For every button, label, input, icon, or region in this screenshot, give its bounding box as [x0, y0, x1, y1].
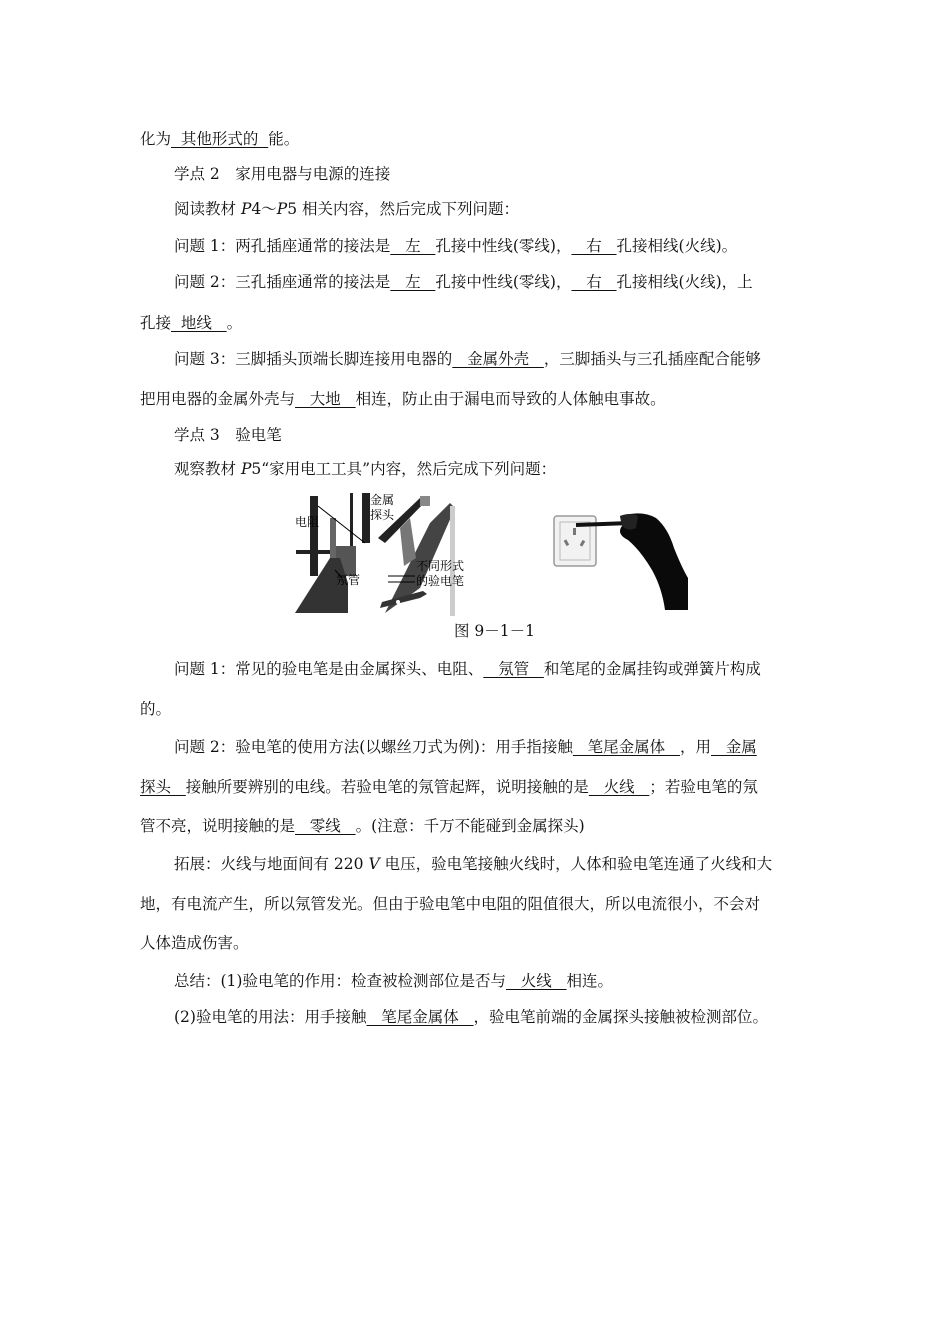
answer-blank: 金属外壳	[452, 350, 544, 368]
label-types-line1: 不同形式	[416, 559, 465, 573]
answer-blank: 左	[390, 273, 436, 291]
text-line: 管不亮，说明接触的是 零线 。(注意：千万不能碰到金属探头)	[140, 817, 585, 835]
label-probe-line1: 金属	[370, 493, 395, 507]
question-line: 问题 2：三孔插座通常的接法是 左 孔接中性线(零线)， 右 孔接相线(火线)，上	[174, 273, 753, 291]
question-line: 问题 2：验电笔的使用方法(以螺丝刀式为例)：用手指接触 笔尾金属体 ，用 金属	[174, 738, 757, 756]
label-probe-line2: 探头	[370, 508, 395, 522]
text-line: 把用电器的金属外壳与 大地 相连，防止由于漏电而导致的人体触电事故。	[140, 390, 666, 408]
summary-line: (2)验电笔的用法：用手接触 笔尾金属体 ，验电笔前端的金属探头接触被检测部位。	[174, 1008, 769, 1026]
answer-blank: 右	[571, 237, 617, 255]
text-line: 观察教材 P5“家用电工工具”内容，然后完成下列问题：	[174, 460, 557, 478]
label-resistor: 电阻	[295, 515, 320, 529]
extension-line: 拓展：火线与地面间有 220 V 电压，验电笔接触火线时，人体和验电笔连通了火线和大	[174, 855, 773, 873]
answer-blank: 氖管	[483, 660, 544, 678]
question-line: 问题 1：常见的验电笔是由金属探头、电阻、 氖管 和笔尾的金属挂钩或弹簧片构成	[174, 660, 761, 678]
answer-blank: 火线	[588, 778, 650, 796]
question-line: 问题 3：三脚插头顶端长脚连接用电器的 金属外壳 ，三脚插头与三孔插座配合能够	[174, 350, 761, 368]
section-heading: 学点 2 家用电器与电源的连接	[174, 165, 391, 183]
answer-blank: 右	[571, 273, 617, 291]
answer-blank: 笔尾金属体	[366, 1008, 474, 1026]
answer-blank: 左	[390, 237, 436, 255]
socket-photo	[554, 513, 688, 610]
figure-test-pencil	[290, 488, 700, 618]
answer-blank: 其他形式的	[171, 130, 269, 148]
answer-blank: 地线	[171, 314, 227, 332]
text-line: 阅读教材 P4～P5 相关内容，然后完成下列问题：	[174, 200, 519, 218]
label-neon-tube: 氖管	[336, 573, 361, 587]
text-line: 探头 接触所要辨别的电线。若验电笔的氖管起辉，说明接触的是 火线 ；若验电笔的氖	[140, 778, 758, 796]
text-line: 人体造成伤害。	[140, 934, 249, 952]
text-line: 化为 其他形式的 能。	[140, 130, 300, 148]
text-line: 的。	[140, 700, 172, 718]
answer-blank: 大地	[295, 390, 356, 408]
text-line: 地，有电流产生，所以氖管发光。但由于验电笔中电阻的阻值很大，所以电流很小，不会对	[140, 895, 761, 913]
section-heading: 学点 3 验电笔	[174, 426, 282, 444]
figure-caption: 图 9－1－1	[454, 622, 536, 640]
label-types-line2: 的验电笔	[416, 574, 465, 588]
answer-blank: 零线	[295, 817, 356, 835]
figure-illustration	[290, 488, 700, 618]
question-line: 问题 1：两孔插座通常的接法是 左 孔接中性线(零线)， 右 孔接相线(火线)。	[174, 237, 738, 255]
text-line: 孔接 地线 。	[140, 314, 243, 332]
answer-blank: 火线	[505, 972, 567, 990]
answer-blank: 金属	[710, 738, 757, 756]
answer-blank: 探头	[140, 778, 186, 796]
summary-line: 总结：(1)验电笔的作用：检查被检测部位是否与 火线 相连。	[174, 972, 614, 990]
answer-blank: 笔尾金属体	[572, 738, 680, 756]
